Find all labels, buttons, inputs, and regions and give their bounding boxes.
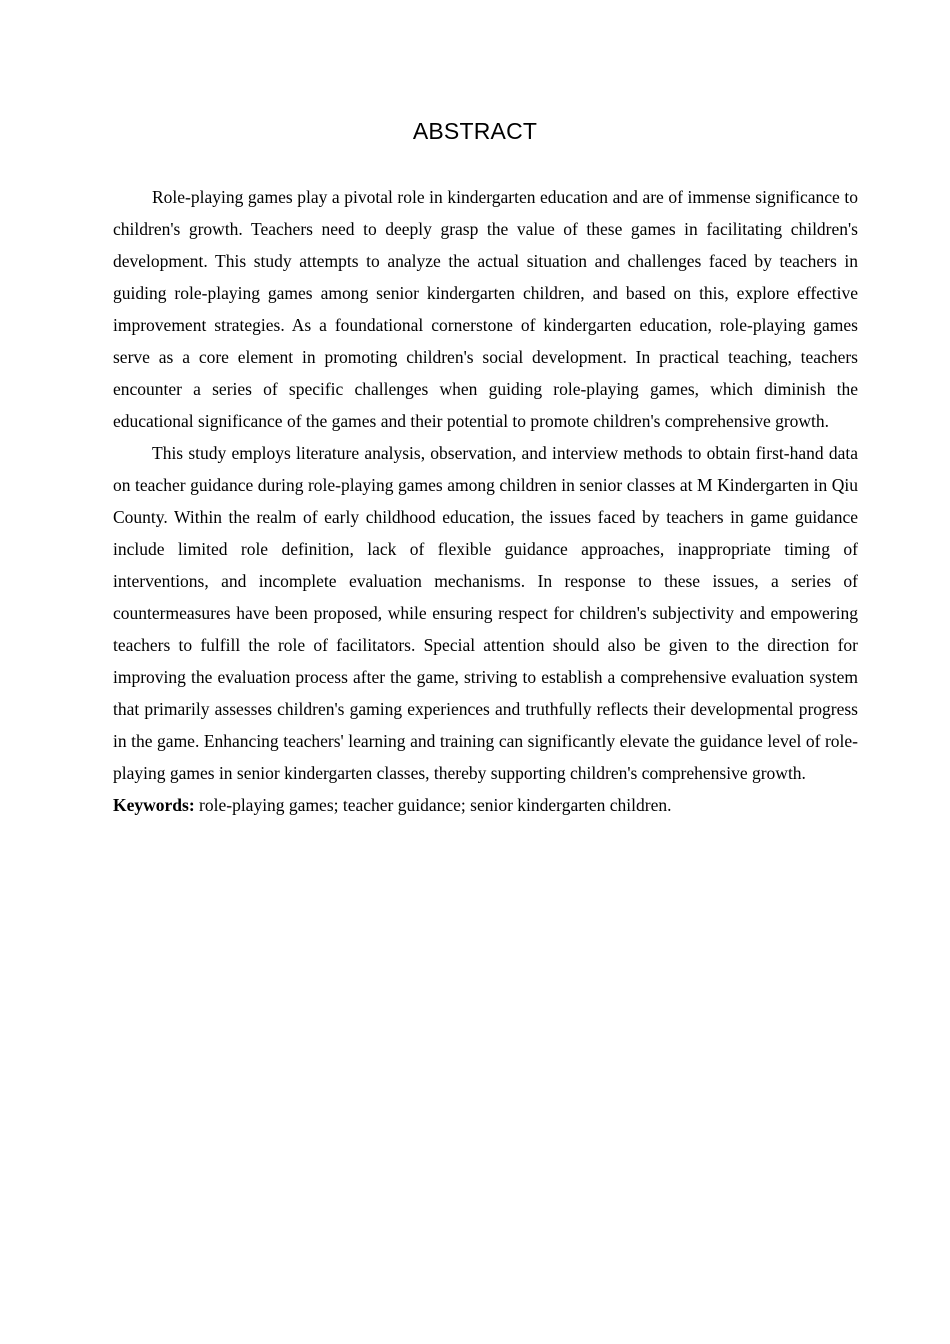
keywords-label: Keywords:	[113, 795, 195, 815]
abstract-body	[113, 181, 858, 821]
abstract-paragraph-1: Role-playing games play a pivotal role in kindergarten education and are of immense significance to children's growth. Teachers need to deeply grasp the value of these games in facilitating children's development. This study attempts to analyze the actual situation and challenges faced by teachers in guiding role-playing games among senior kindergarten children, and based on this, explore effective improvement strategies. As a foundational cornerstone of kindergarten education, role-playing games serve as a core element in promoting children's social development. In practical teaching, teachers encounter a series of specific challenges when guiding role-playing games, which diminish the educational significance of the games and their potential to promote children's comprehensive growth.	[113, 187, 858, 431]
keywords-line	[113, 789, 858, 821]
abstract-title: ABSTRACT	[412, 118, 538, 144]
abstract-paragraph-2: This study employs literature analysis, observation, and interview methods to obtain first-hand data on teacher guidance during role-playing games among children in senior classes at M Kindergarten in Qiu County. Within the realm of early childhood education, the issues faced by teachers in game guidance include limited role definition, lack of flexible guidance approaches, inappropriate timing of interventions, and incomplete evaluation mechanisms. In response to these issues, a series of countermeasures have been proposed, while ensuring respect for children's subjectivity and empowering teachers to fulfill the role of facilitators. Special attention should also be given to the direction for improving the evaluation process after the game, striving to establish a comprehensive evaluation system that primarily assesses children's gaming experiences and truthfully reflects their developmental progress in the game. Enhancing teachers' learning and training can significantly elevate the guidance level of role-playing games in senior kindergarten classes, thereby supporting children's comprehensive growth.	[113, 443, 858, 783]
keywords-text: role-playing games; teacher guidance; senior kindergarten children.	[194, 795, 672, 815]
